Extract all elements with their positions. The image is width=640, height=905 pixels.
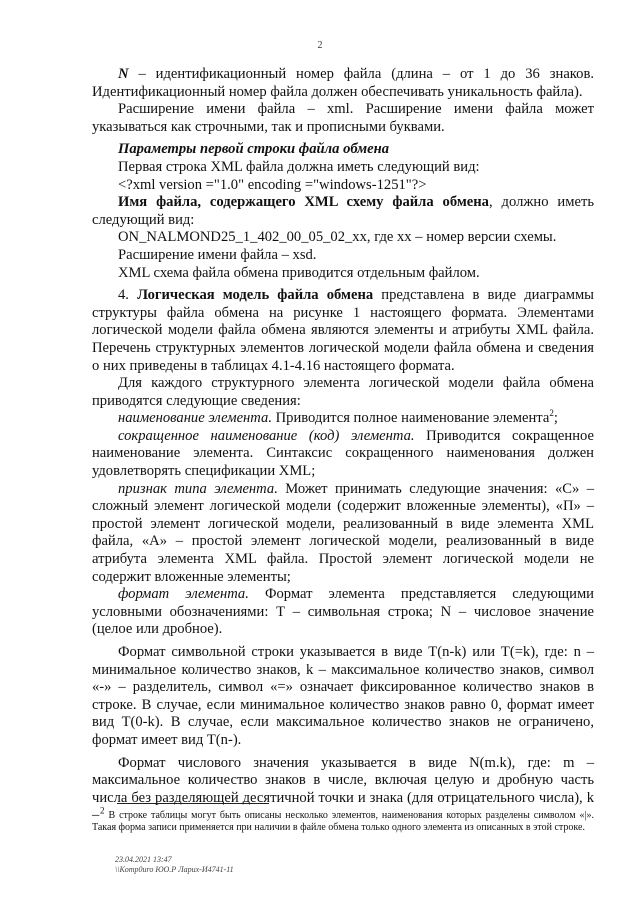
footnote-divider [117,803,269,804]
footnote-text: В строке таблицы могут быть описаны несколько элементов, наименования которых разделены символом «|». Такая форма записи применяется при наличии в файле обмена только одного элемента из описанных в этой строке. [92,810,594,833]
paragraph-extension: Расширение имени файла – xml. Расширение имени файла может указываться как строчными, так и прописными буквами. [92,101,594,135]
item-element-code: сокращенное наименование (код) элемента. Приводится сокращенное наименование элемента. Синтаксис сокращенного наименования должен удовлетворять спецификации XML; [92,427,594,480]
stamp-date: 23.04.2021 13:47 [115,855,172,864]
document-body [92,66,594,825]
item-element-format: формат элемента. Формат элемента представляется следующими условными обозначениями: Т – символьная строка; N – числовое значение (целое или дробное). [92,586,594,638]
schema-file-name: ON_NALMOND25_1_402_00_05_02_xx, где xx – номер версии схемы. [118,229,557,246]
footnote-ref: 2 [549,408,554,419]
footnote [92,805,594,833]
paragraph-number-format: Формат числового значения указывается в виде N(m.k), где: m – максимальное количество знаков в числе, включая целую и дробную часть числа без разделяющей десятичной точки и знака (для отрицательного числа), k – [92,754,594,824]
paragraph-file-id: N – идентификационный номер файла (длина – от 1 до 36 знаков. Идентификационный номер файла должен обеспечивать уникальность файла). [92,66,594,100]
stamp-path: \\Komp0uro ЮО.Р Ларих-И4741-11 [115,865,234,874]
paragraph-first-line: Первая строка XML файла должна иметь следующий вид: [118,158,480,175]
paragraph-schema-name: Имя файла, содержащего XML схему файла обмена, должно иметь следующий вид: [92,194,594,228]
xml-declaration: <?xml version ="1.0" encoding ="windows-1251"?> [118,176,427,193]
print-stamp [115,855,234,875]
footnote-number: 2 [100,805,105,816]
item-element-name: наименование элемента. Приводится полное наименование элемента$^2$; [118,408,558,427]
schema-separate-file: XML схема файла обмена приводится отдельным файлом. [118,264,480,281]
term-n: N [118,66,129,82]
item-element-type: признак типа элемента. Может принимать следующие значения: «С» – сложный элемент логической модели (содержит вложенные элементы), «П» – простой элемент логической модели, реализованный в виде элемента XML файла, «А» – простой элемент логической модели, реализованный в виде атрибута элемента XML файла. Простой элемент логической модели не содержит вложенные элементы; [92,480,594,585]
paragraph-logical-model: 4. Логическая модель файла обмена представлена в виде диаграммы структуры файла обмена на рисунке 1 настоящего формата. Элементами логической модели файла обмена являются элементы и атрибуты XML файла. Перечень структурных элементов логической модели файла обмена и сведения о них приведены в таблицах 4.1-4.16 настоящего формата. [92,287,594,374]
paragraph-string-format: Формат символьной строки указывается в виде Т(n-k) или Т(=k), где: n – минимальное количество знаков, k – максимальное количество знаков, символ «-» – разделитель, символ «=» означает фиксированное количество знаков в строке. В случае, если минимальное количество знаков равно 0, формат имеет вид Т(0-k). В случае, если максимальное количество знаков не ограничено, формат имеет вид Т(n-). [92,644,594,748]
page-number: 2 [317,40,323,51]
schema-extension: Расширение имени файла – xsd. [118,246,317,263]
section-heading-first-line: Параметры первой строки файла обмена [118,141,390,158]
paragraph-element-info: Для каждого структурного элемента логической модели файла обмена приводятся следующие сведения: [92,375,594,409]
